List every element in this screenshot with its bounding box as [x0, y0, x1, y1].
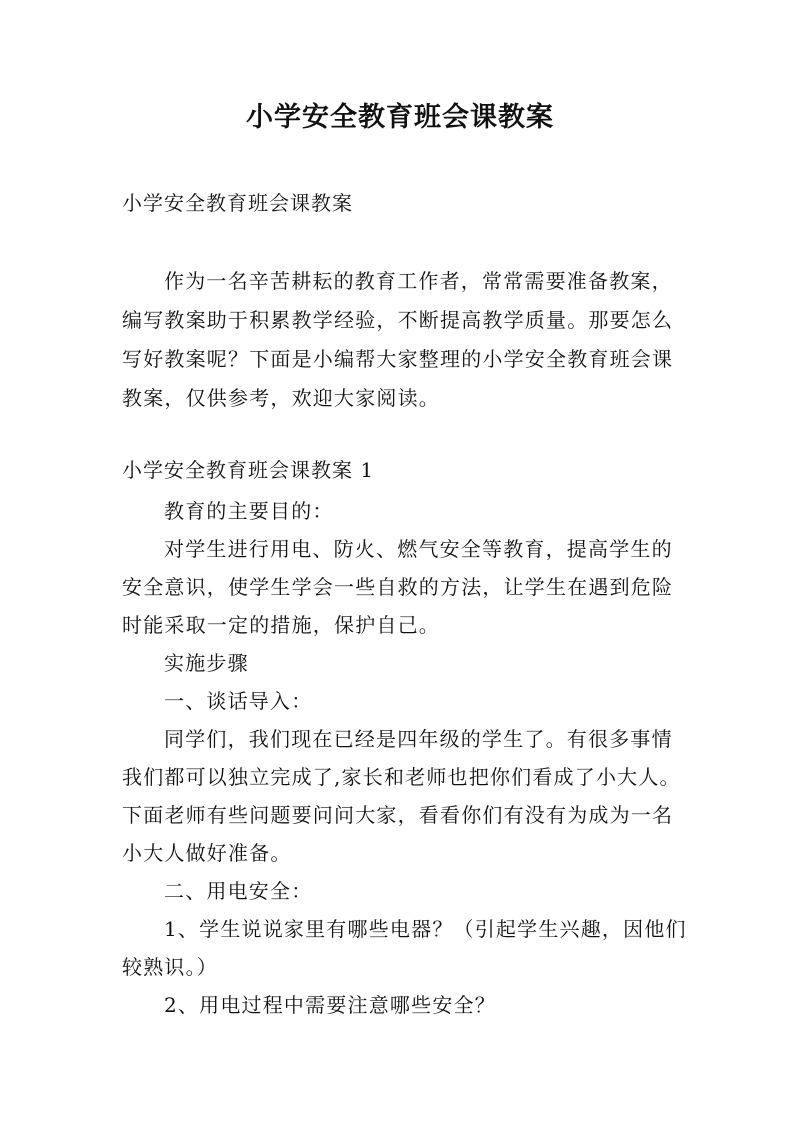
section-heading: 小学安全教育班会课教案 1 [122, 458, 375, 482]
step-one-text: 同学们，我们现在已经是四年级的学生了。有很多事情我们都可以独立完成了,家长和老师也把你们看成了小大人。下面老师有些问题要问问大家，看看你们有没有为成为一名小大人做好准备。 [122, 727, 681, 865]
steps-label: 实施步骤 [164, 651, 249, 675]
step-two-item-1: 1、学生说说家里有哪些电器？（引起学生兴趣，因他们较熟识。） [122, 917, 687, 979]
goal-text: 对学生进行用电、防火、燃气安全等教育，提高学生的安全意识，使学生学会一些自救的方法，让学生在遇到危险时能采取一定的措施，保护自己。 [122, 537, 674, 637]
step-two-item-2: 2、用电过程中需要注意哪些安全？ [164, 993, 496, 1017]
document-title: 小学安全教育班会课教案 [246, 102, 554, 133]
intro-paragraph: 作为一名辛苦耕耘的教育工作者，常常需要准备教案，编写教案助于积累教学经验，不断提高教学质量。那要怎么写好教案呢？下面是小编帮大家整理的小学安全教育班会课教案，仅供参考，欢迎大家阅读。 [122, 269, 674, 410]
goal-label: 教育的主要目的： [164, 499, 334, 523]
document-subtitle: 小学安全教育班会课教案 [122, 191, 353, 215]
step-one-heading: 一、谈话导入： [164, 689, 313, 713]
step-two-heading: 二、用电安全： [164, 879, 313, 903]
lesson-plan-section-1 [122, 452, 692, 1024]
